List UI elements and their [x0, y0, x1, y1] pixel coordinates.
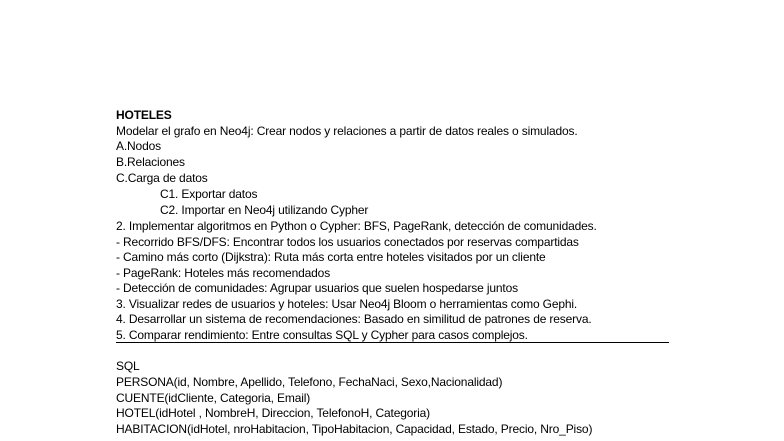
sublist-item-exportar: C1. Exportar datos	[160, 187, 258, 201]
sublist-item-importar: C2. Importar en Neo4j utilizando Cypher	[160, 203, 369, 217]
sql-table-cliente: CUENTE(idCliente, Categoria, Email)	[116, 391, 311, 405]
sql-heading: SQL	[116, 359, 140, 373]
sql-table-persona: PERSONA(id, Nombre, Apellido, Telefono, FechaNaci, Sexo,Nacionalidad)	[116, 375, 503, 389]
list-item-relaciones: B.Relaciones	[116, 155, 185, 169]
step-bfs: - Recorrido BFS/DFS: Encontrar todos los usuarios conectados por reservas compartidas	[116, 235, 579, 249]
sql-table-habitacion: HABITACION(idHotel, nroHabitacion, TipoHabitacion, Capacidad, Estado, Precio, Nro_Piso)	[116, 422, 593, 436]
step-dijkstra: - Camino más corto (Dijkstra): Ruta más corta entre hoteles visitados por un cliente	[116, 250, 546, 264]
step-pagerank: - PageRank: Hoteles más recomendados	[116, 266, 331, 280]
step-5: 5. Comparar rendimiento: Entre consultas SQL y Cypher para casos complejos.	[116, 328, 528, 342]
step-4: 4. Desarrollar un sistema de recomendaciones: Basado en similitud de patrones de reserva.	[116, 312, 592, 326]
step-2: 2. Implementar algoritmos en Python o Cypher: BFS, PageRank, detección de comunidades.	[116, 219, 597, 233]
section-divider	[116, 342, 669, 343]
list-item-carga: C.Carga de datos	[116, 171, 208, 185]
document-title: HOTELES	[116, 108, 172, 122]
step-comunidades: - Detección de comunidades: Agrupar usuarios que suelen hospedarse juntos	[116, 281, 518, 295]
intro-line: Modelar el grafo en Neo4j: Crear nodos y relaciones a partir de datos reales o simulados.	[116, 124, 578, 138]
step-3: 3. Visualizar redes de usuarios y hoteles: Usar Neo4j Bloom o herramientas como Gephi.	[116, 297, 578, 311]
sql-table-hotel: HOTEL(idHotel , NombreH, Direccion, TelefonoH, Categoria)	[116, 406, 431, 420]
list-item-nodos: A.Nodos	[116, 139, 161, 153]
